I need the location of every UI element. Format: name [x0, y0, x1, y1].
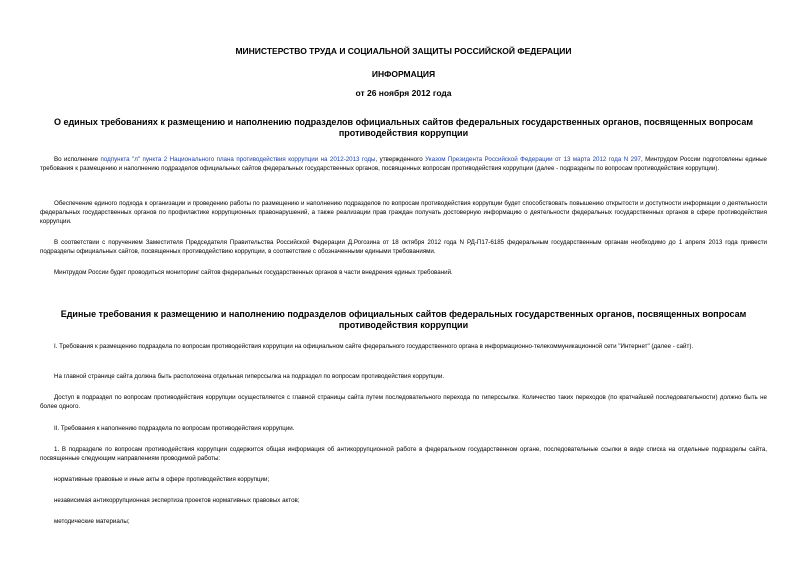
intro-paragraph-3: В соответствии с поручением Заместителя Председателя Правительства Российской Федерации Д.Рогозина от 18 октября 2012 года N РД-П17-6185 федеральным государственным органам необходимо до 1 апреля 2013 года привести подразделы официальных сайтов, посвященных противодействию коррупции, в соответствие с обозначенными едиными требованиями.: [40, 239, 767, 255]
doc-type-heading: ИНФОРМАЦИЯ: [371, 69, 436, 79]
national-plan-link[interactable]: подпункта "л" пункта 2 Национального плана противодействия коррупции на 2012-2013 годы: [100, 156, 376, 163]
intro-paragraph-1: [40, 155, 767, 173]
list-item: независимая антикоррупционная экспертиза проектов нормативных правовых актов;: [54, 497, 300, 504]
list-item: методические материалы;: [54, 518, 130, 525]
body-paragraph-2: На главной странице сайта должна быть расположена отдельная гиперссылка на подраздел по вопросам противодействия коррупции.: [54, 373, 445, 380]
intro-paragraph-4: Минтрудом России будет проводиться мониторинг сайтов федеральных государственных органов в части внедрения единых требований.: [54, 269, 453, 276]
body-paragraph-5: 1. В подразделе по вопросам противодействия коррупции содержится общая информация об антикоррупционной работе в федеральном государственном органе, последовательные ссылки в виде списка на отдельные подразделы сайта, посвященные следующим направлениям проводимой работы:: [40, 446, 767, 462]
intro-text-b: , утвержденного: [375, 156, 426, 163]
list-item: нормативные правовые и иные акты в сфере противодействия коррупции;: [54, 476, 270, 483]
presidential-decree-link[interactable]: Указом Президента Российской Федерации от 13 марта 2012 года N 297: [425, 156, 641, 163]
body-paragraph-3: Доступ в подраздел по вопросам противодействия коррупции осуществляется с главной страницы сайта путем последовательного перехода по гиперссылке. Количество таких переходов (по кратчайшей последовательности) должно быть не более одного.: [40, 394, 767, 410]
section-title: Единые требования к размещению и наполнению подразделов официальных сайтов федеральных государственных органов, посвященных вопросам противодействия коррупции: [60, 309, 747, 330]
document-title: О единых требованиях к размещению и наполнению подразделов официальных сайтов федеральных государственных органов, посвященных вопросам противодействия коррупции: [53, 117, 754, 138]
intro-paragraph-2: Обеспечение единого подхода к организации и проведению работы по размещению и наполнению подразделов по вопросам противодействия коррупции будет способствовать повышению открытости и доступности информации о деятельности федеральных государственных органов по профилактике коррупционных правонарушений, а также реализации прав граждан получать достоверную информацию о деятельности федеральных государственных органов в сфере противодействия коррупции.: [40, 200, 767, 225]
intro-text-c: , Минтрудом России подготовлены единые требования к размещению и наполнению подразделов официальных сайтов федеральных государственных органов, посвященных вопросам противодействия коррупции (далее - подразделы по вопросам противодействия коррупции).: [40, 156, 767, 172]
body-paragraph-1: I. Требования к размещению подраздела по вопросам противодействия коррупции на официальном сайте федерального государственного органа в информационно-телекоммуникационной сети "Интернет" (далее - сайт).: [54, 343, 694, 350]
intro-text-a: Во исполнение: [54, 156, 101, 163]
ministry-heading: МИНИСТЕРСТВО ТРУДА И СОЦИАЛЬНОЙ ЗАЩИТЫ РОССИЙСКОЙ ФЕДЕРАЦИИ: [235, 46, 572, 56]
doc-date: от 26 ноября 2012 года: [355, 88, 452, 98]
body-paragraph-4: II. Требования к наполнению подраздела по вопросам противодействия коррупции.: [54, 425, 295, 432]
